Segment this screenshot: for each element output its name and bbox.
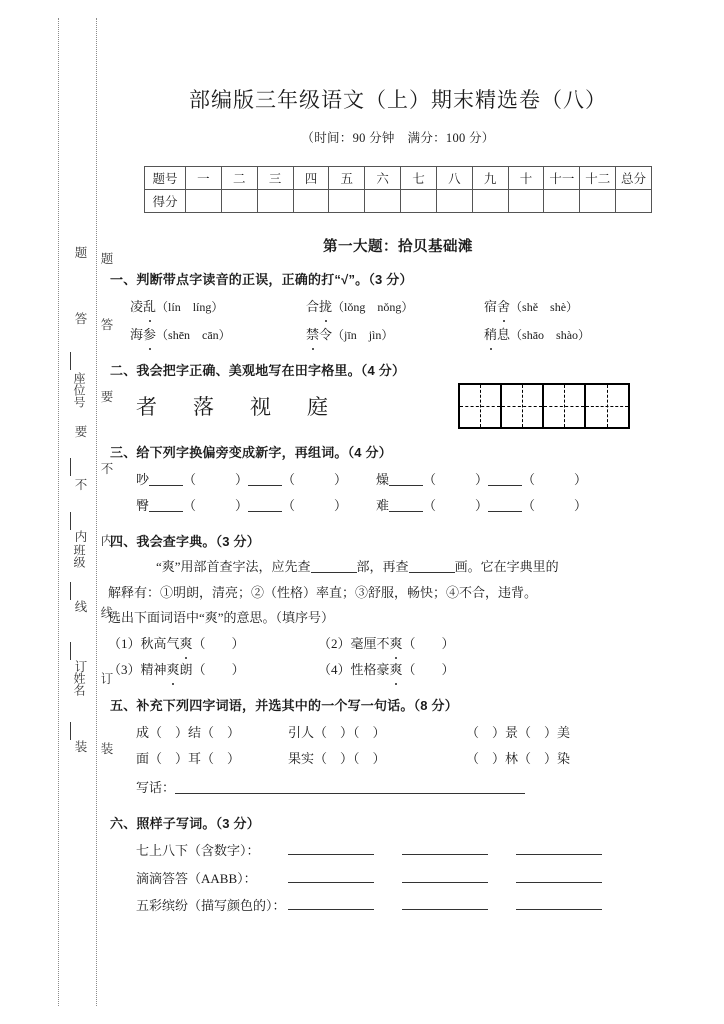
score-col-9: 十 bbox=[508, 167, 544, 190]
score-cell-4[interactable] bbox=[329, 190, 365, 213]
pinyin-word-dotted: 禁 bbox=[306, 323, 319, 347]
pinyin-word-a: 海 bbox=[130, 327, 144, 343]
pinyin-word-dotted: 舍 bbox=[497, 295, 510, 319]
example-blanks-2 bbox=[288, 896, 602, 910]
question-1-body bbox=[130, 295, 688, 347]
question-3-number: 三、 bbox=[110, 445, 137, 461]
score-cell-10[interactable] bbox=[544, 190, 580, 213]
tianzige-cell[interactable] bbox=[460, 385, 502, 427]
score-row-label-0: 题号 bbox=[145, 167, 186, 190]
seal-char-inner-6: 订 bbox=[99, 672, 113, 685]
question-4-number: 四、 bbox=[110, 534, 137, 550]
score-col-12: 总分 bbox=[616, 167, 652, 190]
example-blanks-0 bbox=[288, 841, 602, 855]
dictionary-prompt-b: 部，再查 bbox=[356, 559, 409, 575]
question-1-number: 一、 bbox=[110, 272, 137, 287]
pinyin-word-a: 合 bbox=[306, 299, 320, 314]
seal-field-name-outer: 姓名 bbox=[72, 672, 86, 696]
radical-group-0-left: 吵 （ ） （ ） bbox=[136, 472, 348, 488]
dictionary-option-1[interactable] bbox=[108, 632, 318, 656]
radical-new-char-blank[interactable] bbox=[149, 498, 183, 512]
score-cell-11[interactable] bbox=[580, 190, 616, 213]
option-text: 精神 bbox=[140, 662, 167, 678]
radical-base-char: 臀 bbox=[136, 498, 150, 514]
question-5 bbox=[108, 695, 688, 800]
pinyin-item-1-0[interactable] bbox=[130, 323, 306, 347]
radical-new-char-blank[interactable] bbox=[389, 498, 423, 512]
score-row-label-1: 得分 bbox=[145, 190, 186, 213]
seal-char-inner-1: 答 bbox=[99, 318, 113, 331]
score-col-8: 九 bbox=[472, 167, 508, 190]
option-text-tail: 朗 bbox=[179, 662, 193, 678]
example-blank[interactable] bbox=[402, 896, 488, 910]
score-cell-9[interactable] bbox=[508, 190, 544, 213]
option-number: （2） bbox=[318, 636, 351, 652]
pinyin-word-dotted: 乱 bbox=[143, 295, 156, 319]
idiom-0-2[interactable]: （ ）景（ ）美 bbox=[466, 725, 571, 741]
radical-group-1-left: 臀 （ ） （ ） bbox=[136, 498, 348, 514]
example-blank[interactable] bbox=[288, 869, 374, 883]
score-col-0: 一 bbox=[186, 167, 222, 190]
dictionary-option-2[interactable] bbox=[318, 632, 528, 656]
radical-base-char: 吵 bbox=[136, 472, 150, 488]
seal-char-outer-4: 内 bbox=[73, 530, 87, 543]
question-4-heading bbox=[110, 531, 688, 550]
dictionary-definitions: 解释有：①明朗，清亮；②（性格）率直；③舒服，畅快；④不合，违背。 bbox=[108, 584, 538, 600]
score-cell-5[interactable] bbox=[365, 190, 401, 213]
score-col-4: 五 bbox=[329, 167, 365, 190]
seal-char-outer-2: 要 bbox=[73, 425, 87, 438]
score-cell-8[interactable] bbox=[472, 190, 508, 213]
question-4-body bbox=[108, 554, 688, 682]
question-5-heading bbox=[110, 695, 688, 714]
radical-row-0 bbox=[136, 468, 688, 492]
score-table bbox=[144, 166, 652, 213]
question-1-title: 判断带点字读音的正误，正确的打“√”。（3 分） bbox=[136, 272, 413, 287]
pinyin-item-0-1[interactable] bbox=[306, 295, 484, 319]
option-answer-blank[interactable]: （ ） bbox=[402, 636, 455, 652]
dictionary-option-row-1 bbox=[108, 658, 688, 682]
write-sentence-label: 写话： bbox=[136, 780, 176, 796]
pinyin-word-dotted: 拢 bbox=[319, 295, 332, 319]
tianzige-grid bbox=[458, 383, 630, 429]
score-col-6: 七 bbox=[401, 167, 437, 190]
option-number: （3） bbox=[108, 662, 141, 678]
pinyin-item-0-2[interactable] bbox=[484, 295, 654, 319]
pinyin-word-dotted: 参 bbox=[143, 323, 156, 347]
question-4 bbox=[108, 531, 688, 682]
example-label-1: 滴滴答答（AABB）： bbox=[136, 870, 257, 886]
idiom-1-2[interactable]: （ ）林（ ）染 bbox=[466, 751, 571, 767]
exam-meta: （时间：90 分钟 满分：100 分） bbox=[301, 131, 495, 145]
pinyin-word-dotted: 稍 bbox=[484, 323, 497, 347]
score-table-wrapper bbox=[108, 166, 688, 213]
pinyin-word-b: 息 bbox=[497, 327, 511, 343]
question-5-body bbox=[136, 721, 688, 800]
seal-char-inner-2: 要 bbox=[99, 390, 113, 403]
seal-char-outer-5: 线 bbox=[73, 600, 87, 613]
option-text: 性格豪 bbox=[350, 662, 390, 678]
pinyin-choices: （lín líng） bbox=[156, 300, 224, 314]
radical-new-char-blank[interactable] bbox=[488, 498, 522, 512]
pinyin-row-0 bbox=[130, 295, 688, 319]
example-blank[interactable] bbox=[516, 841, 602, 855]
hanzi-sample-1: 落 bbox=[193, 395, 214, 420]
score-cell-1[interactable] bbox=[221, 190, 257, 213]
seal-rule-name-top bbox=[70, 642, 71, 660]
score-col-5: 六 bbox=[365, 167, 401, 190]
radical-base-char: 难 bbox=[376, 498, 390, 514]
score-cell-2[interactable] bbox=[257, 190, 293, 213]
question-1 bbox=[108, 269, 688, 347]
radical-new-char-blank[interactable] bbox=[389, 472, 423, 486]
seal-rule-seat-bottom bbox=[70, 458, 71, 476]
seal-rule-class-bottom bbox=[70, 582, 71, 600]
question-2-number: 二、 bbox=[110, 363, 137, 379]
question-1-heading bbox=[110, 269, 688, 288]
seal-char-inner-3: 不 bbox=[99, 462, 113, 475]
dictionary-option-row-0 bbox=[108, 632, 688, 656]
radical-new-char-blank[interactable] bbox=[488, 472, 522, 486]
score-cell-7[interactable] bbox=[436, 190, 472, 213]
pinyin-choices: （jīn jìn） bbox=[332, 328, 394, 343]
seal-char-inner-7: 装 bbox=[99, 742, 113, 755]
score-col-7: 八 bbox=[436, 167, 472, 190]
idiom-1-1[interactable]: 果实（ ）（ ） bbox=[288, 751, 386, 767]
hanzi-sample-list bbox=[108, 391, 436, 421]
radical-row-1 bbox=[136, 494, 688, 518]
seal-rule-name-bottom bbox=[70, 722, 71, 740]
pinyin-word-a: 凌 bbox=[130, 299, 144, 314]
pinyin-item-0-0[interactable] bbox=[130, 295, 306, 319]
seal-char-outer-1: 答 bbox=[73, 312, 87, 325]
pinyin-row-1 bbox=[130, 323, 688, 347]
tianzige-cell[interactable] bbox=[586, 385, 628, 427]
table-row-scores bbox=[145, 190, 652, 213]
dictionary-prompt-line-1 bbox=[130, 554, 688, 579]
pinyin-choices: （shāo shào） bbox=[510, 328, 591, 343]
seal-char-outer-0: 题 bbox=[73, 246, 87, 259]
example-blank[interactable] bbox=[516, 896, 602, 910]
hanzi-sample-2: 视 bbox=[250, 395, 271, 420]
seal-field-seat-outer: 座位号 bbox=[72, 372, 86, 408]
tianzige-cell[interactable] bbox=[544, 385, 586, 427]
seal-dotted-line-outer bbox=[58, 18, 59, 1006]
pinyin-item-1-2[interactable] bbox=[484, 323, 654, 347]
seal-char-inner-0: 题 bbox=[99, 252, 113, 265]
option-dotted-char: 爽 bbox=[390, 658, 403, 682]
paper-content bbox=[108, 0, 688, 1024]
score-cell-6[interactable] bbox=[401, 190, 437, 213]
question-2-heading bbox=[110, 360, 688, 379]
pinyin-word-b: 令 bbox=[319, 327, 333, 343]
example-blank[interactable] bbox=[402, 869, 488, 883]
question-6-body bbox=[136, 839, 688, 917]
question-6-heading bbox=[110, 813, 688, 832]
example-row-0 bbox=[136, 839, 688, 863]
radical-new-char-blank[interactable] bbox=[149, 472, 183, 486]
question-6-number: 六、 bbox=[110, 816, 137, 832]
question-2 bbox=[108, 360, 688, 429]
dictionary-instruction: 选出下面词语中“爽”的意思。（填序号） bbox=[108, 609, 335, 625]
radical-base-char: 燥 bbox=[376, 472, 390, 488]
option-text: 毫厘不 bbox=[350, 636, 390, 652]
score-cell-3[interactable] bbox=[293, 190, 329, 213]
table-row-header bbox=[145, 167, 652, 190]
score-col-1: 二 bbox=[221, 167, 257, 190]
seal-rule-class-top bbox=[70, 512, 71, 530]
seal-field-class-outer: 班级 bbox=[72, 544, 86, 568]
example-blanks-1 bbox=[288, 869, 602, 883]
option-answer-blank[interactable]: （ ） bbox=[402, 662, 455, 678]
score-col-3: 四 bbox=[293, 167, 329, 190]
question-6-title: 照样子写词。（3 分） bbox=[136, 816, 260, 832]
example-blank[interactable] bbox=[288, 841, 374, 855]
write-sentence-row bbox=[136, 776, 688, 800]
tianzige-cell[interactable] bbox=[502, 385, 544, 427]
seal-rule-seat-top bbox=[70, 352, 71, 370]
seal-dotted-line-inner bbox=[96, 18, 97, 1006]
score-col-10: 十一 bbox=[544, 167, 580, 190]
example-row-2 bbox=[136, 894, 688, 918]
option-number: （4） bbox=[318, 662, 351, 678]
option-dotted-char: 爽 bbox=[180, 632, 193, 656]
question-6 bbox=[108, 813, 688, 917]
example-row-1 bbox=[136, 867, 688, 891]
option-answer-blank[interactable]: （ ） bbox=[192, 662, 245, 678]
question-5-number: 五、 bbox=[110, 698, 137, 714]
stroke-count-blank[interactable] bbox=[409, 559, 455, 573]
option-text: 秋高气 bbox=[140, 636, 180, 652]
dictionary-option-4[interactable] bbox=[318, 658, 528, 682]
hanzi-sample-0: 者 bbox=[136, 395, 157, 420]
radical-blank[interactable] bbox=[311, 559, 357, 573]
question-3-body bbox=[136, 468, 688, 518]
radical-group-1-right: 难 （ ） （ ） bbox=[376, 498, 588, 514]
pinyin-choices: （shě shè） bbox=[510, 300, 579, 314]
seal-char-inner-5: 线 bbox=[99, 606, 113, 619]
hanzi-sample-3: 庭 bbox=[307, 395, 328, 420]
write-sentence-blank[interactable] bbox=[175, 780, 525, 794]
dictionary-option-3[interactable] bbox=[108, 658, 318, 682]
page-title: 部编版三年级语文（上）期末精选卷（八） bbox=[189, 88, 607, 112]
option-dotted-char: 爽 bbox=[167, 658, 180, 682]
radical-new-char-blank[interactable] bbox=[248, 498, 282, 512]
seal-char-inner-4: 内 bbox=[99, 534, 113, 547]
pinyin-item-1-1[interactable] bbox=[306, 323, 484, 347]
seal-char-outer-3: 不 bbox=[73, 478, 87, 491]
question-3-title: 给下列字换偏旁变成新字，再组词。（4 分） bbox=[136, 445, 392, 461]
question-5-title: 补充下列四字词语，并选其中的一个写一句话。（8 分） bbox=[136, 698, 458, 714]
score-col-2: 三 bbox=[257, 167, 293, 190]
idiom-row-0 bbox=[136, 721, 688, 745]
question-2-body bbox=[108, 383, 688, 429]
dictionary-prompt-c: 画。它在字典里的 bbox=[454, 559, 559, 575]
example-label-2: 五彩缤纷（描写颜色的）： bbox=[136, 897, 286, 913]
example-label-0: 七上八下（含数字）： bbox=[136, 843, 260, 859]
question-2-title: 我会把字正确、美观地写在田字格里。（4 分） bbox=[136, 363, 406, 379]
idiom-1-0[interactable]: 面（ ）耳（ ） bbox=[136, 751, 241, 767]
question-3-heading bbox=[110, 442, 688, 461]
score-col-11: 十二 bbox=[580, 167, 616, 190]
idiom-row-1 bbox=[136, 747, 688, 771]
question-3 bbox=[108, 442, 688, 518]
option-dotted-char: 爽 bbox=[390, 632, 403, 656]
example-blank[interactable] bbox=[288, 896, 374, 910]
seal-char-outer-6: 订 bbox=[73, 660, 87, 673]
question-4-title: 我会查字典。（3 分） bbox=[136, 534, 260, 550]
idiom-0-0[interactable]: 成（ ）结（ ） bbox=[136, 725, 241, 741]
score-cell-12[interactable] bbox=[616, 190, 652, 213]
option-answer-blank[interactable]: （ ） bbox=[192, 636, 245, 652]
example-blank[interactable] bbox=[402, 841, 488, 855]
seal-char-outer-7: 装 bbox=[73, 740, 87, 753]
pinyin-choices: （shēn cān） bbox=[156, 328, 231, 343]
pinyin-choices: （lǒng nǒng） bbox=[332, 300, 414, 314]
radical-new-char-blank[interactable] bbox=[248, 472, 282, 486]
score-cell-0[interactable] bbox=[186, 190, 222, 213]
option-number: （1） bbox=[108, 636, 141, 652]
radical-group-0-right: 燥 （ ） （ ） bbox=[376, 472, 588, 488]
dictionary-prompt-a: “爽”用部首查字法，应先查 bbox=[156, 559, 311, 575]
idiom-0-1[interactable]: 引人（ ）（ ） bbox=[288, 725, 386, 741]
section-banner: 第一大题：拾贝基础滩 bbox=[323, 239, 473, 255]
pinyin-word-a: 宿 bbox=[484, 299, 498, 314]
example-blank[interactable] bbox=[516, 869, 602, 883]
